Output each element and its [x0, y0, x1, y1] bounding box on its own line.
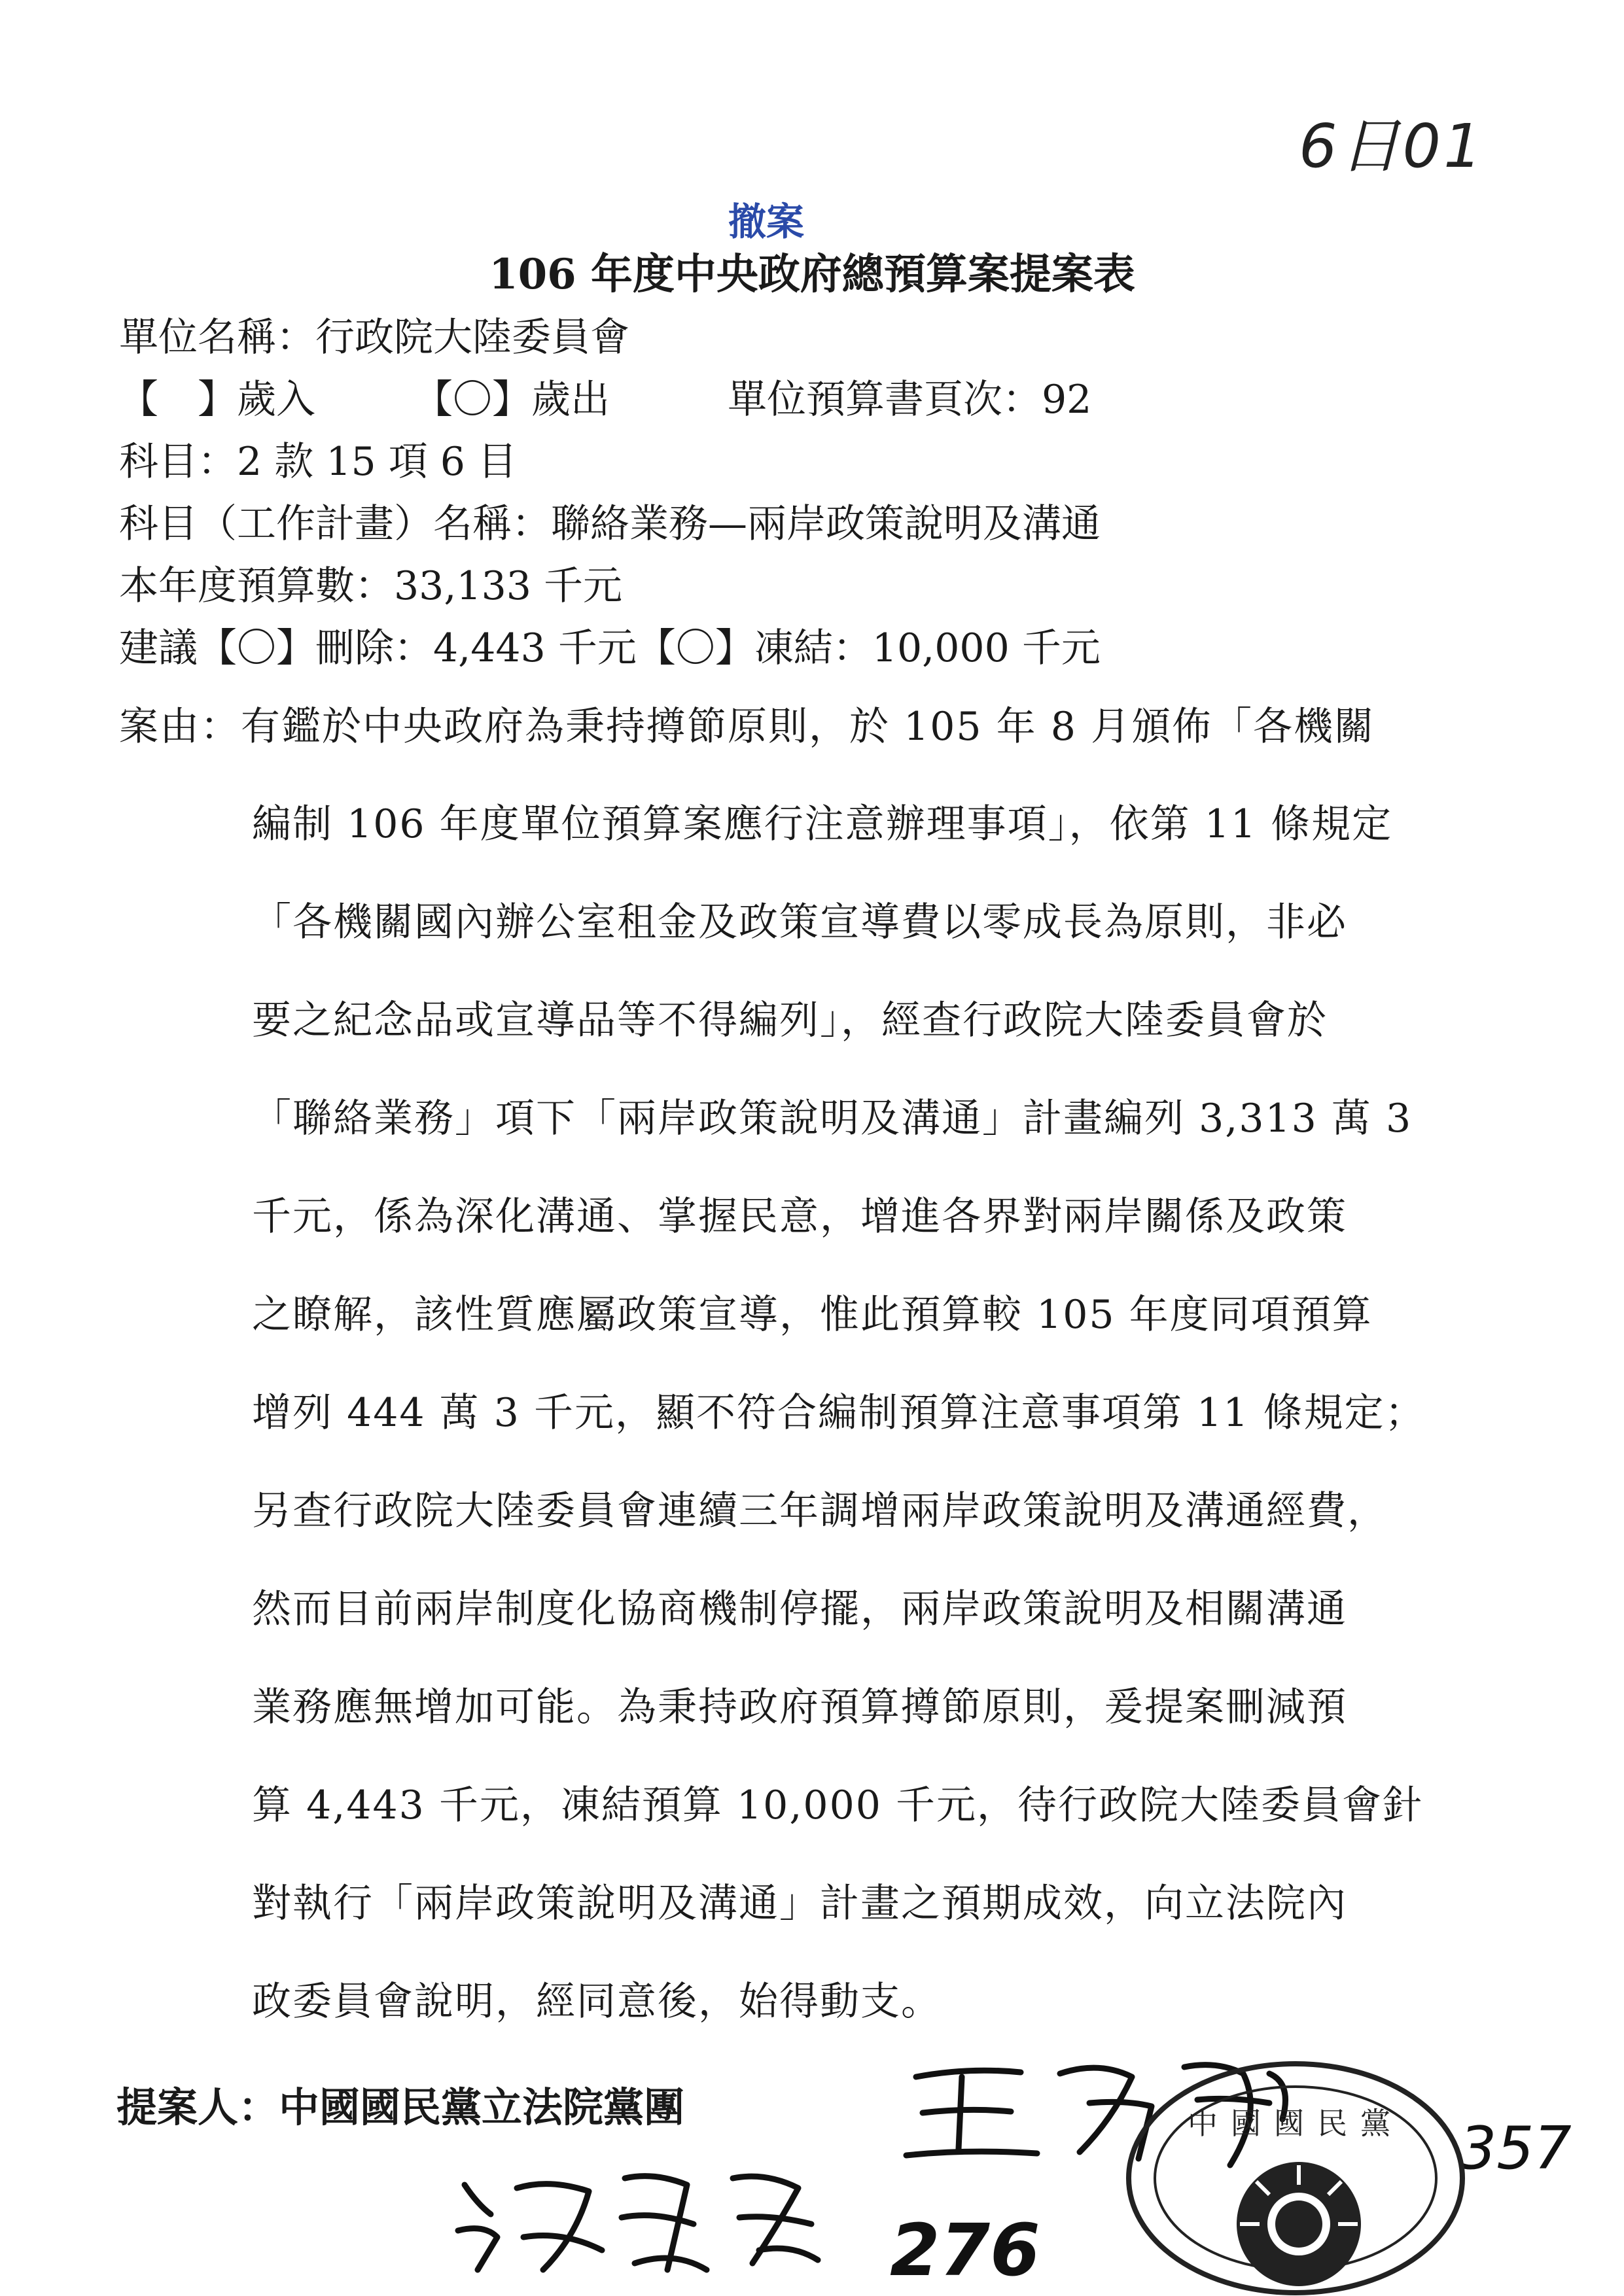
reason-line: 業務應無增加可能。為秉持政府預算撙節原則，爰提案刪減預: [252, 1684, 1347, 1730]
unit-name: 單位名稱：行政院大陸委員會: [119, 315, 629, 360]
type-line: 【 】歲入 【〇】歲出 單位預算書頁次：92: [119, 377, 1092, 423]
reason-line: 政委員會說明，經同意後，始得動支。: [252, 1979, 942, 2025]
reason-line: 要之紀念品或宣導品等不得編列」，經查行政院大陸委員會於: [252, 998, 1328, 1043]
annual-budget: 本年度預算數：33,133 千元: [119, 563, 623, 609]
signature-number: 357: [1459, 2114, 1572, 2183]
signature-number: 276: [890, 2208, 1040, 2292]
reason-line: 另查行政院大陸委員會連續三年調增兩岸政策說明及溝通經費，: [252, 1488, 1388, 1534]
page-code: 6日01: [1299, 111, 1485, 181]
subject-name: 科目（工作計畫）名稱：聯絡業務—兩岸政策說明及溝通: [119, 501, 1101, 547]
svg-text:中國國民黨: 中國國民黨: [1188, 2106, 1403, 2141]
subject: 科目：2 款 15 項 6 目: [119, 439, 518, 485]
handwritten-signature: [458, 2176, 818, 2270]
reason-line: 增列 444 萬 3 千元，顯不符合編制預算注意事項第 11 條規定；: [252, 1390, 1426, 1436]
reason-line: 「聯絡業務」項下「兩岸政策說明及溝通」計畫編列 3,313 萬 3: [252, 1096, 1413, 1141]
reason-line: 算 4,443 千元，凍結預算 10,000 千元，待行政院大陸委員會針: [252, 1783, 1423, 1828]
withdrawn-stamp-label: 撤案: [728, 200, 805, 244]
proposer: 提案人：中國國民黨立法院黨團: [116, 2083, 685, 2131]
reason-first-line: 案由：有鑑於中央政府為秉持撙節原則，於 105 年 8 月頒佈「各機關: [119, 704, 1375, 750]
party-seal-icon: [1129, 2064, 1462, 2293]
suggestion: 建議【〇】刪除：4,443 千元【〇】凍結：10,000 千元: [119, 625, 1101, 671]
reason-line: 對執行「兩岸政策說明及溝通」計畫之預期成效，向立法院內: [252, 1881, 1347, 1926]
reason-line: 然而目前兩岸制度化協商機制停擺，兩岸政策說明及相關溝通: [252, 1586, 1347, 1632]
reason-line: 「各機關國內辦公室租金及政策宣導費以零成長為原則，非必: [252, 899, 1347, 945]
reason-line: 千元，係為深化溝通、掌握民意，增進各界對兩岸關係及政策: [252, 1194, 1347, 1240]
document-title: 106 年度中央政府總預算案提案表: [489, 250, 1135, 299]
reason-line: 之瞭解，該性質應屬政策宣導，惟此預算較 105 年度同項預算: [252, 1292, 1373, 1338]
reason-line: 編制 106 年度單位預算案應行注意辦理事項」，依第 11 條規定: [252, 801, 1393, 847]
